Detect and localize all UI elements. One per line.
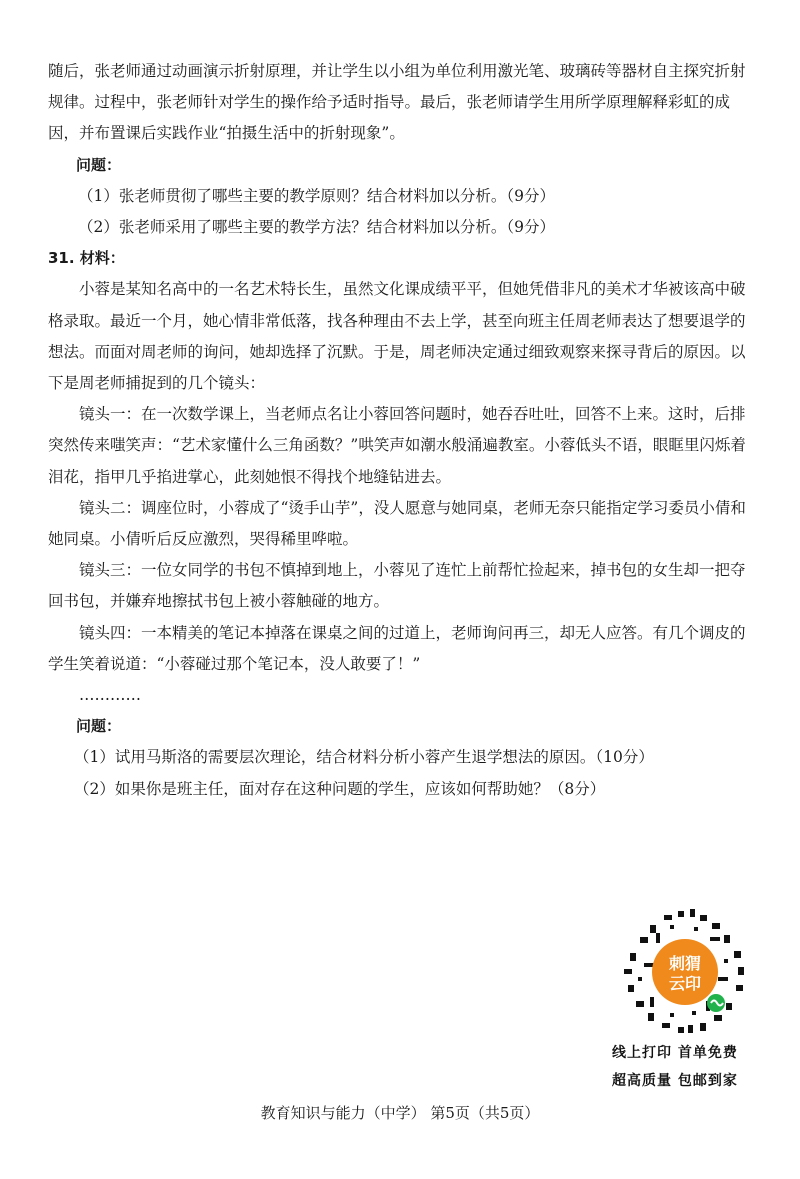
material-paragraph-5: 镜头四：一本精美的笔记本掉落在课桌之间的过道上，老师询问再三，却无人应答。有几个调皮的学生笑着说道：“小蓉碰过那个笔记本，没人敢要了！”: [48, 623, 746, 673]
ad-line-1: 线上打印 首单免费: [612, 1045, 738, 1061]
ellipsis: …………: [79, 686, 141, 705]
question-4: （2）如果你是班主任，面对存在这种问题的学生，应该如何帮助她？（8分）: [74, 779, 606, 798]
ad-line-2: 超高质量 包邮到家: [612, 1073, 738, 1089]
question-2: （2）张老师采用了哪些主要的教学方法？结合材料加以分析。（9分）: [78, 218, 555, 237]
material-paragraph-1: 小蓉是某知名高中的一名艺术特长生，虽然文化课成绩平平，但她凭借非凡的美术才华被该高中破格录取。最近一个月，她心情非常低落，找各种理由不去上学，甚至向班主任周老师表达了想要退学的想法。而面对周老师的询问，她却选择了沉默。于是，周老师决定通过细致观察来探寻背后的原因。以下是周老师捕捉到的几个镜头：: [48, 280, 746, 393]
question-heading-2: 问题：: [76, 717, 122, 736]
item-31-heading: 31. 材料：: [48, 249, 125, 268]
question-1: （1）张老师贯彻了哪些主要的教学原则？结合材料加以分析。（9分）: [78, 186, 555, 205]
material-paragraph-2: 镜头一：在一次数学课上，当老师点名让小蓉回答问题时，她吞吞吐吐，回答不上来。这时，后排突然传来嗤笑声：“艺术家懂什么三角函数？”哄笑声如潮水般涌遍教室。小蓉低头不语，眼眶里闪烁着泪花，指甲几乎掐进掌心，此刻她恨不得找个地缝钻进去。: [48, 405, 746, 486]
material-paragraph-3: 镜头二：调座位时，小蓉成了“烫手山芋”，没人愿意与她同桌，老师无奈只能指定学习委员小倩和她同桌。小倩听后反应激烈，哭得稀里哗啦。: [48, 498, 746, 549]
material-continuation: 随后，张老师通过动画演示折射原理，并让学生以小组为单位利用激光笔、玻璃砖等器材自主探究折射规律。过程中，张老师针对学生的操作给予适时指导。最后，张老师请学生用所学原理解释彩虹的成因，并布置课后实践作业“拍摄生活中的折射现象”。: [48, 62, 746, 143]
logo-text-line-1: 刺猬: [668, 954, 702, 973]
question-3: （1）试用马斯洛的需要层次理论，结合材料分析小蓉产生退学想法的原因。（10分）: [74, 748, 654, 767]
logo-text-line-2: 云印: [668, 974, 702, 993]
material-paragraph-4: 镜头三：一位女同学的书包不慎掉到地上，小蓉见了连忙上前帮忙捡起来，掉书包的女生却一把夺回书包，并嫌弃地擦拭书包上被小蓉触碰的地方。: [48, 561, 746, 611]
page-footer: 教育知识与能力（中学） 第5页（共5页）: [260, 1104, 540, 1122]
question-heading: 问题：: [76, 155, 122, 174]
page-body: [48, 56, 760, 805]
qr-code-icon[interactable]: [620, 907, 750, 1037]
